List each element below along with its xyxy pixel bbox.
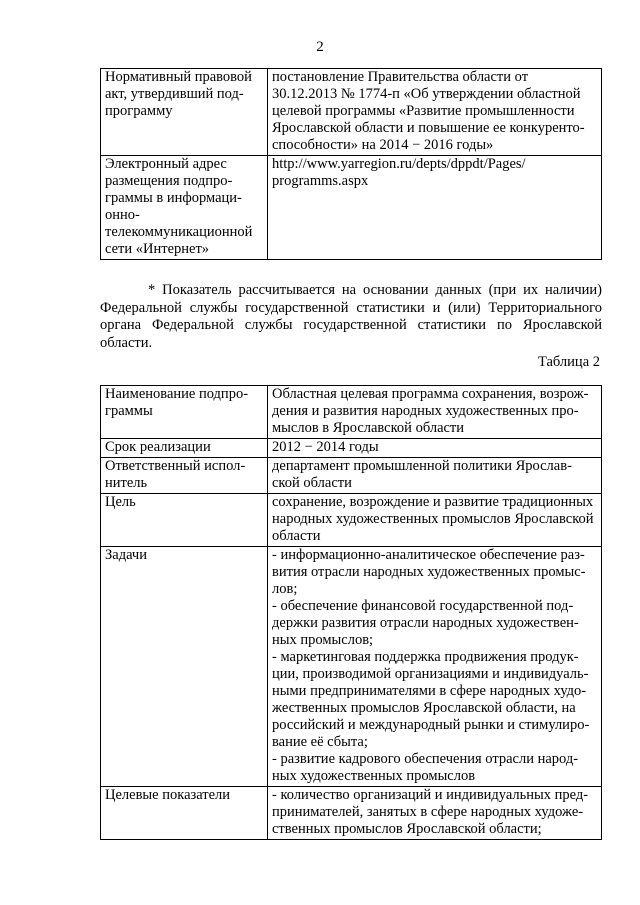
row-value-line: - информационно-аналитическое обеспечение раз- (272, 547, 585, 563)
row-value-line: способности» на 2014 − 2016 годы» (272, 137, 494, 153)
row-value-line: ных художественных промыслов (272, 768, 476, 784)
row-label-cell (101, 386, 268, 439)
row-value-line: области (272, 528, 321, 544)
row-label-line: Ответственный испол- (105, 458, 246, 474)
row-value-line: департамент промышленной политики Ярослав- (272, 458, 572, 474)
row-value-line: ственных промыслов Ярославской области; (272, 821, 542, 837)
row-value-cell (268, 69, 602, 156)
row-label-line: Задачи (105, 547, 147, 563)
row-label-line: граммы в информаци- (105, 190, 242, 206)
table-row (101, 156, 602, 260)
row-value-cell (268, 386, 602, 439)
row-value-line: ных промыслов; (272, 632, 374, 648)
table-row (101, 547, 602, 787)
row-label-line: граммы (105, 403, 153, 419)
row-value-line: 30.12.2013 № 1774-п «Об утверждении областной (272, 86, 581, 102)
row-label-cell (101, 156, 268, 260)
row-label-line: размещения подпро- (105, 173, 233, 189)
row-value-line: Ярославской области и повышение ее конкуренто- (272, 120, 585, 136)
passport-table-1 (100, 68, 602, 260)
row-value-line: лов; (272, 581, 298, 597)
row-label-cell (101, 494, 268, 547)
row-value-line: целевой программы «Развитие промышленности (272, 103, 575, 119)
row-value-cell (268, 156, 602, 260)
row-value-line: - обеспечение финансовой государственной под- (272, 598, 574, 614)
row-label-line: Срок реализации (105, 439, 211, 455)
row-value-line: мыслов в Ярославской области (272, 420, 465, 436)
row-value-line: жественных промыслов Ярославской области, на (272, 700, 576, 716)
row-value-line: ными предпринимателями в сфере народных худо- (272, 683, 587, 699)
row-label-line: программу (105, 103, 173, 119)
row-value-cell (268, 547, 602, 787)
footnote-line: органа Федеральной службы государственной статистики по Ярославской (100, 317, 602, 333)
row-label-line: акт, утвердивший под- (105, 86, 244, 102)
table-row (101, 458, 602, 494)
table-row (101, 386, 602, 439)
row-value-line: российский и международный рынки и стимулиро- (272, 717, 590, 733)
footnote-line: области. (100, 334, 153, 351)
footnote (100, 282, 602, 352)
row-label-line: Нормативный правовой (105, 69, 252, 85)
row-label-line: телекоммуникационной (105, 224, 253, 240)
row-value-line: ции, производимой организациями и индивидуаль- (272, 666, 589, 682)
row-label-cell (101, 69, 268, 156)
table-row (101, 787, 602, 840)
row-label-line: онно- (105, 207, 140, 223)
row-label-cell (101, 787, 268, 840)
row-label-cell (101, 439, 268, 458)
row-value-line: 2012 − 2014 годы (272, 439, 379, 455)
table-row (101, 439, 602, 458)
footnote-line: Федеральной службы государственной статистики и (или) Территориального (100, 299, 602, 316)
row-label-line: Наименование подпро- (105, 386, 249, 402)
table-caption: Таблица 2 (537, 354, 600, 370)
row-value-line: ской области (272, 475, 352, 491)
subprogram-passport-table-2 (100, 385, 602, 840)
table-row (101, 494, 602, 547)
row-value-cell (268, 458, 602, 494)
row-value-line: - количество организаций и индивидуальных пред- (272, 787, 589, 803)
row-value-line: вития отрасли народных художественных промыс- (272, 564, 586, 580)
row-value-line: Областная целевая программа сохранения, возрож- (272, 386, 589, 402)
row-value-line: постановление Правительства области от (272, 69, 529, 85)
row-value-line: programms.aspx (272, 173, 369, 189)
row-value-line: дения и развития народных художественных про- (272, 403, 579, 419)
row-value-line: вание её сбыта; (272, 734, 368, 750)
row-value-cell (268, 787, 602, 840)
row-value-line: - развитие кадрового обеспечения отрасли народ- (272, 751, 579, 767)
row-label-line: нитель (105, 475, 148, 491)
row-label-cell (101, 547, 268, 787)
row-value-line: сохранение, возрождение и развитие традиционных (272, 494, 594, 510)
page-number: 2 (316, 39, 324, 55)
row-label-cell (101, 458, 268, 494)
row-label-line: Электронный адрес (105, 156, 227, 172)
row-label-line: Целевые показатели (105, 787, 231, 803)
table-row (101, 69, 602, 156)
row-label-line: сети «Интернет» (105, 241, 210, 257)
row-value-line: http://www.yarregion.ru/depts/dppdt/Pages/ (272, 156, 526, 172)
row-value-line: народных художественных промыслов Ярославской (272, 511, 594, 527)
row-value-cell (268, 494, 602, 547)
row-value-line: держки развития отрасли народных художествен- (272, 615, 579, 631)
row-value-cell (268, 439, 602, 458)
row-value-line: - маркетинговая поддержка продвижения продук- (272, 649, 579, 665)
row-value-line: принимателей, занятых в сфере народных художе- (272, 804, 584, 820)
row-label-line: Цель (105, 494, 136, 510)
footnote-line: * Показатель рассчитывается на основании данных (при их наличии) (148, 282, 602, 298)
